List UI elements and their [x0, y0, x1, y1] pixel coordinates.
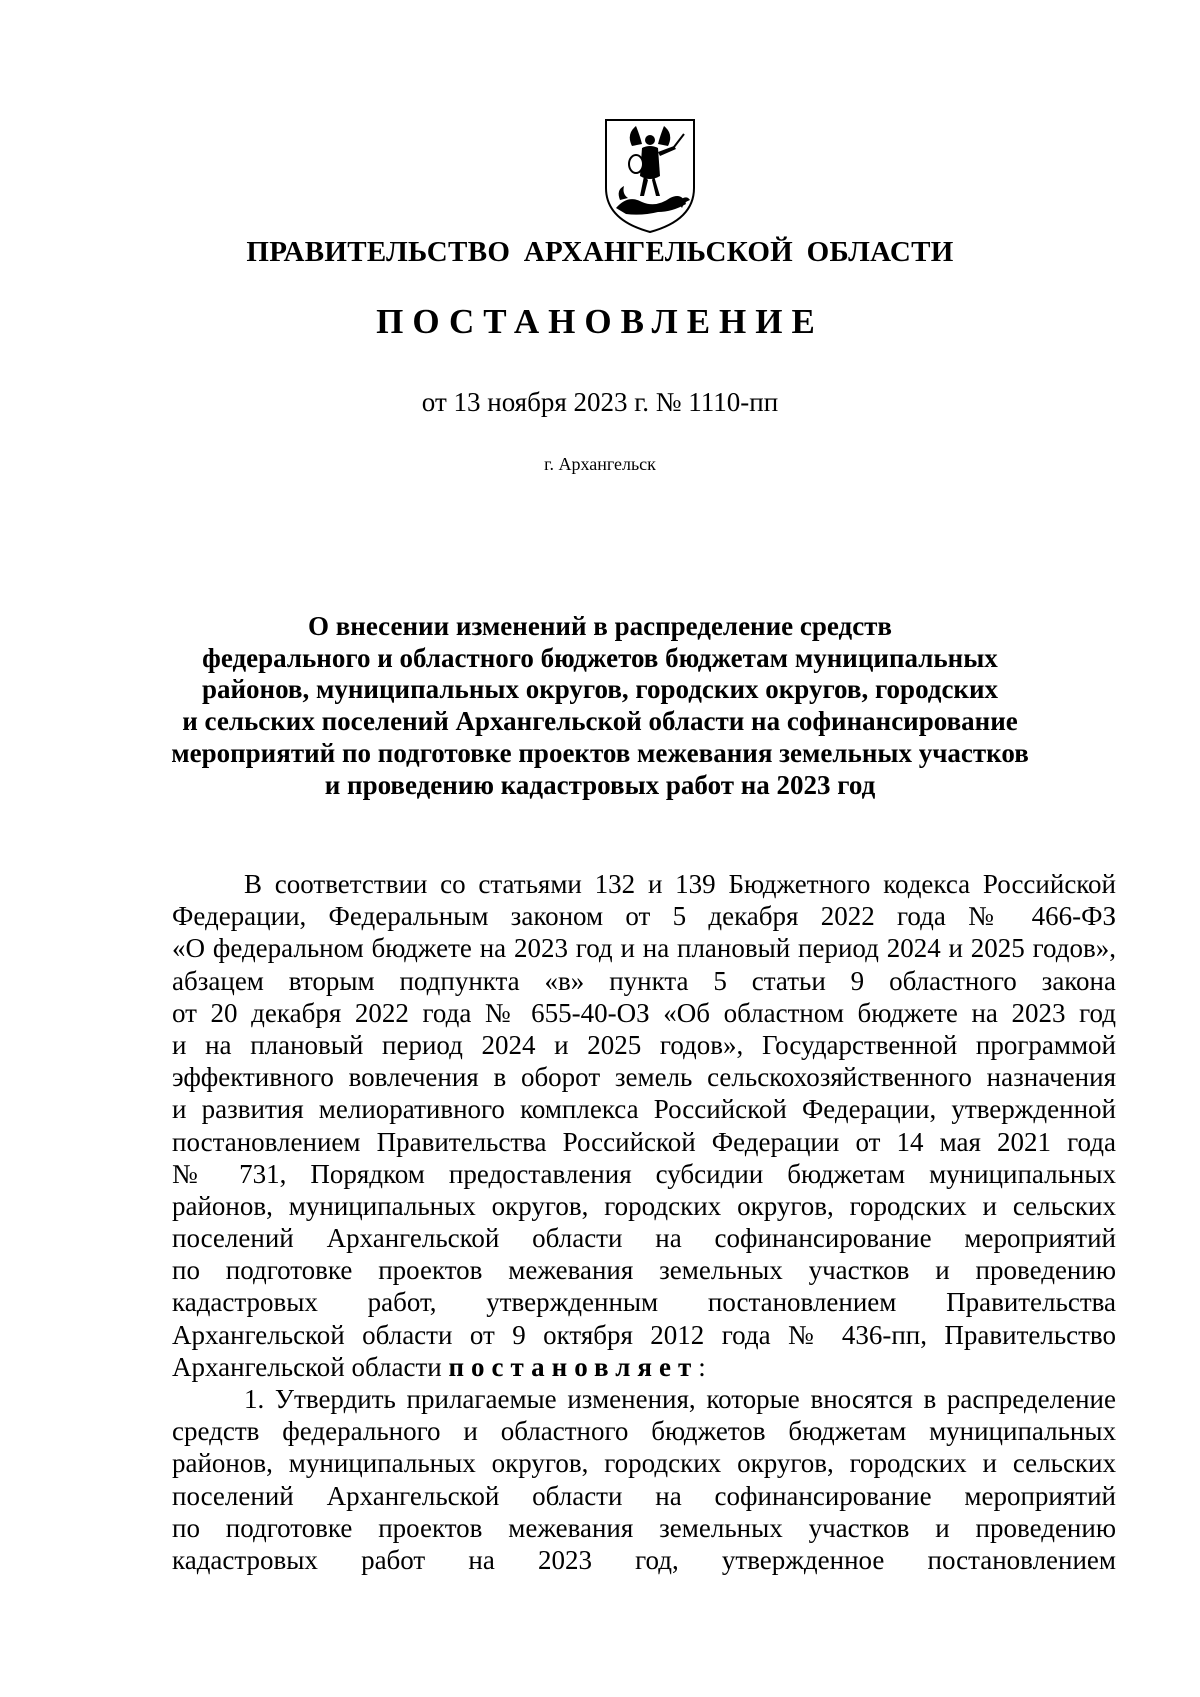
document-city: г. Архангельск — [544, 454, 656, 474]
body-line: и на плановый период 2024 и 2025 годов», Государственной программой — [172, 1029, 1116, 1060]
archangel-coat-of-arms-icon — [602, 116, 698, 236]
document-type-heading: ПОСТАНОВЛЕНИЕ — [376, 302, 824, 341]
body-line: и развития мелиоративного комплекса Российской Федерации, утвержденной — [172, 1094, 1116, 1125]
preamble-final-text: Архангельской области — [172, 1351, 449, 1382]
resolves-word: постановляет — [448, 1351, 699, 1382]
body-line: эффективного вовлечения в оборот земель сельскохозяйственного назначения — [172, 1062, 1116, 1093]
body-line: районов, муниципальных округов, городских округов, городских и сельских — [172, 1448, 1116, 1479]
body-line: средств федерального и областного бюджетов бюджетам муниципальных — [172, 1416, 1116, 1447]
body-line: поселений Архангельской области на софинансирование мероприятий — [172, 1223, 1116, 1254]
body-line: «О федеральном бюджете на 2023 год и на плановый период 2024 и 2025 годов», — [172, 933, 1116, 964]
document-body — [172, 868, 1116, 1576]
title-line: районов, муниципальных округов, городских округов, городских — [201, 674, 999, 705]
body-line: по подготовке проектов межевания земельных участков и проведению — [172, 1512, 1116, 1543]
body-line: от 20 декабря 2022 года № 655-40-ОЗ «Об областном бюджете на 2023 год — [172, 997, 1116, 1028]
body-line: № 731, Порядком предоставления субсидии бюджетам муниципальных — [172, 1158, 1116, 1189]
body-line: по подготовке проектов межевания земельных участков и проведению — [172, 1255, 1116, 1286]
title-line: и сельских поселений Архангельской области на софинансирование — [182, 706, 1018, 737]
title-line: и проведению кадастровых работ на 2023 год — [324, 769, 876, 800]
body-line: постановлением Правительства Российской Федерации от 14 мая 2021 года — [172, 1126, 1116, 1157]
body-line: кадастровых работ, утвержденным постановлением Правительства — [172, 1287, 1116, 1318]
preamble-final-colon: : — [698, 1351, 706, 1382]
body-line: 1. Утвердить прилагаемые изменения, которые вносятся в распределение — [244, 1384, 1116, 1414]
body-line: В соответствии со статьями 132 и 139 Бюджетного кодекса Российской — [244, 869, 1116, 899]
body-line: районов, муниципальных округов, городских округов, городских и сельских — [172, 1190, 1116, 1221]
item-1-paragraph — [172, 1383, 1116, 1576]
body-line: Архангельской области от 9 октября 2012 года № 436-пп, Правительство — [172, 1319, 1116, 1350]
title-line: мероприятий по подготовке проектов межевания земельных участков — [171, 737, 1029, 768]
document-title — [150, 611, 1050, 801]
body-line: Федерации, Федеральным законом от 5 декабря 2022 года № 466-ФЗ — [172, 901, 1116, 932]
body-line-final — [172, 1351, 1116, 1383]
body-line: поселений Архангельской области на софинансирование мероприятий — [172, 1480, 1116, 1511]
body-line: кадастровых работ на 2023 год, утвержденное постановлением — [172, 1544, 1116, 1575]
document-date-number: от 13 ноября 2023 г. № 1110-пп — [421, 387, 779, 417]
body-line: абзацем вторым подпункта «в» пункта 5 статьи 9 областного закона — [172, 965, 1116, 996]
title-line: О внесении изменений в распределение средств — [307, 611, 893, 641]
preamble-paragraph — [172, 868, 1116, 1383]
title-line: федерального и областного бюджетов бюджетам муниципальных — [202, 642, 998, 673]
government-name: ПРАВИТЕЛЬСТВО АРХАНГЕЛЬСКОЙ ОБЛАСТИ — [246, 236, 954, 268]
